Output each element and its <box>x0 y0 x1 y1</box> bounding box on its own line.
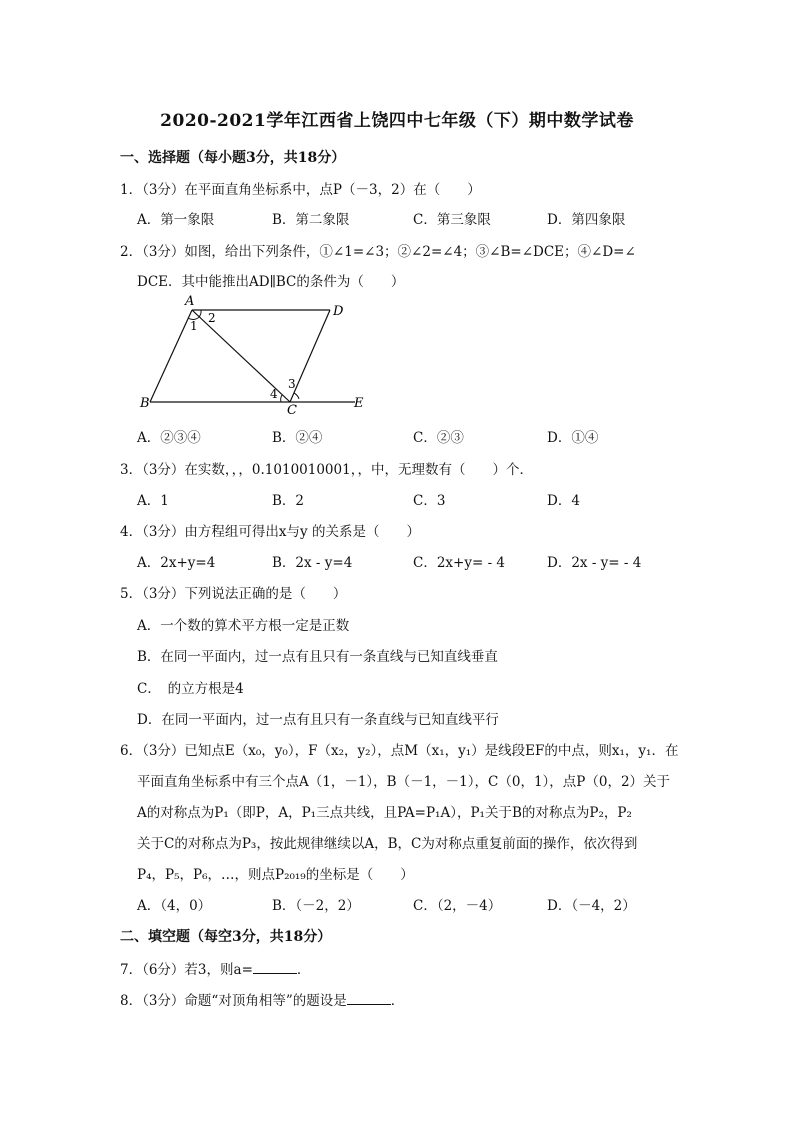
q4-option-c: C．2x+y= - 4 <box>413 555 506 571</box>
q1-option-a: A．第一象限 <box>137 212 215 228</box>
question-3-text: 3．（3分）在实数，，，0.1010010001，，中，无理数有（ ）个． <box>120 462 533 478</box>
question-6-line-5: P₄，P₅，P₆，…，则点P₂₀₁₉的坐标是（ ） <box>137 867 414 883</box>
q4-option-a: A．2x+y=4 <box>137 555 216 571</box>
question-1-text: 1．（3分）在平面直角坐标系中，点P（－3，2）在（ ） <box>120 182 481 198</box>
q2-option-a: A．②③④ <box>137 430 201 446</box>
angle-label-4: 4 <box>270 387 278 401</box>
segment-dc <box>290 310 330 402</box>
angle-label-2: 2 <box>208 311 216 325</box>
q2-option-c: C．②③ <box>413 430 464 446</box>
question-6-line-4: 关于C的对称点为P₃，按此规律继续以A，B，C为对称点重复前面的操作，依次得到 <box>137 836 638 852</box>
angle-label-3: 3 <box>288 377 296 391</box>
label-b: B <box>140 396 150 411</box>
q5-option-b: B．在同一平面内，过一点有且只有一条直线与已知直线垂直 <box>137 649 498 665</box>
answer-blank-7[interactable] <box>253 961 297 974</box>
angle-label-1: 1 <box>190 319 198 333</box>
question-5-text: 5．（3分）下列说法正确的是（ ） <box>120 586 347 602</box>
q6-option-b: B．（－2，2） <box>272 898 360 914</box>
section-heading-fill: 二、填空题（每空3分，共18分） <box>120 929 332 945</box>
question-7-text: 7．（6分）若3，则a= <box>120 962 253 978</box>
angle-2-arc <box>199 310 201 317</box>
question-7 <box>120 958 310 978</box>
q4-option-b: B．2x - y=4 <box>272 555 353 571</box>
question-8-text: 8．（3分）命题“对顶角相等”的题设是 <box>120 993 347 1009</box>
label-d: D <box>333 304 344 319</box>
q6-option-d: D．（－4，2） <box>547 898 636 914</box>
question-6-line-1: 6．（3分）已知点E（x₀，y₀），F（x₂，y₂），点M（x₁，y₁）是线段EF的中点，则x₁，y₁．在 <box>120 743 679 759</box>
q3-option-b: B．2 <box>272 493 305 509</box>
label-a: A <box>185 294 195 309</box>
q6-option-c: C．（2，－4） <box>413 898 502 914</box>
angle-4-arc <box>281 395 282 402</box>
q2-option-b: B．②④ <box>272 430 323 446</box>
q3-option-d: D．4 <box>547 493 580 509</box>
page-title: 2020-2021学年江西省上饶四中七年级（下）期中数学试卷 <box>160 111 634 131</box>
label-e: E <box>354 396 364 411</box>
question-2-line-1: 2．（3分）如图，给出下列条件，①∠1=∠3；②∠2=∠4；③∠B=∠DCE；④∠D=∠ <box>120 244 636 260</box>
q5-option-c: C． 的立方根是4 <box>137 681 244 697</box>
question-6-line-2: 平面直角坐标系中有三个点A（1，－1），B（－1，－1），C（0，1），点P（0，2）关于 <box>137 774 671 790</box>
q1-option-c: C．第三象限 <box>413 212 491 228</box>
question-4-text: 4．（3分）由方程组可得出x与y 的关系是（ ） <box>120 524 420 540</box>
q4-option-d: D．2x - y= - 4 <box>547 555 642 571</box>
question-8-end: ． <box>390 993 405 1009</box>
q6-option-a: A．（4，0） <box>137 898 212 914</box>
q1-option-d: D．第四象限 <box>547 212 626 228</box>
q3-option-c: C．3 <box>413 493 446 509</box>
label-c: C <box>287 403 297 415</box>
question-8 <box>120 989 404 1009</box>
question-6-line-3: A的对称点为P₁（即P，A，P₁三点共线，且PA=P₁A），P₁关于B的对称点为P₂，P₂ <box>137 805 632 821</box>
question-2-line-2: DCE．其中能推出AD∥BC的条件为（ ） <box>137 274 405 290</box>
q5-option-d: D．在同一平面内，过一点有且只有一条直线与已知直线平行 <box>137 712 499 728</box>
segment-ab <box>150 310 192 402</box>
answer-blank-8[interactable] <box>347 992 391 1005</box>
q5-option-a: A．一个数的算术平方根一定是正数 <box>137 618 350 634</box>
angle-3-arc <box>294 393 299 399</box>
parallelogram-figure <box>130 290 380 415</box>
q3-option-a: A．1 <box>137 493 169 509</box>
question-7-end: ． <box>296 962 311 978</box>
q2-option-d: D．①④ <box>547 430 599 446</box>
q1-option-b: B．第二象限 <box>272 212 350 228</box>
section-heading-choice: 一、选择题（每小题3分，共18分） <box>120 150 346 166</box>
